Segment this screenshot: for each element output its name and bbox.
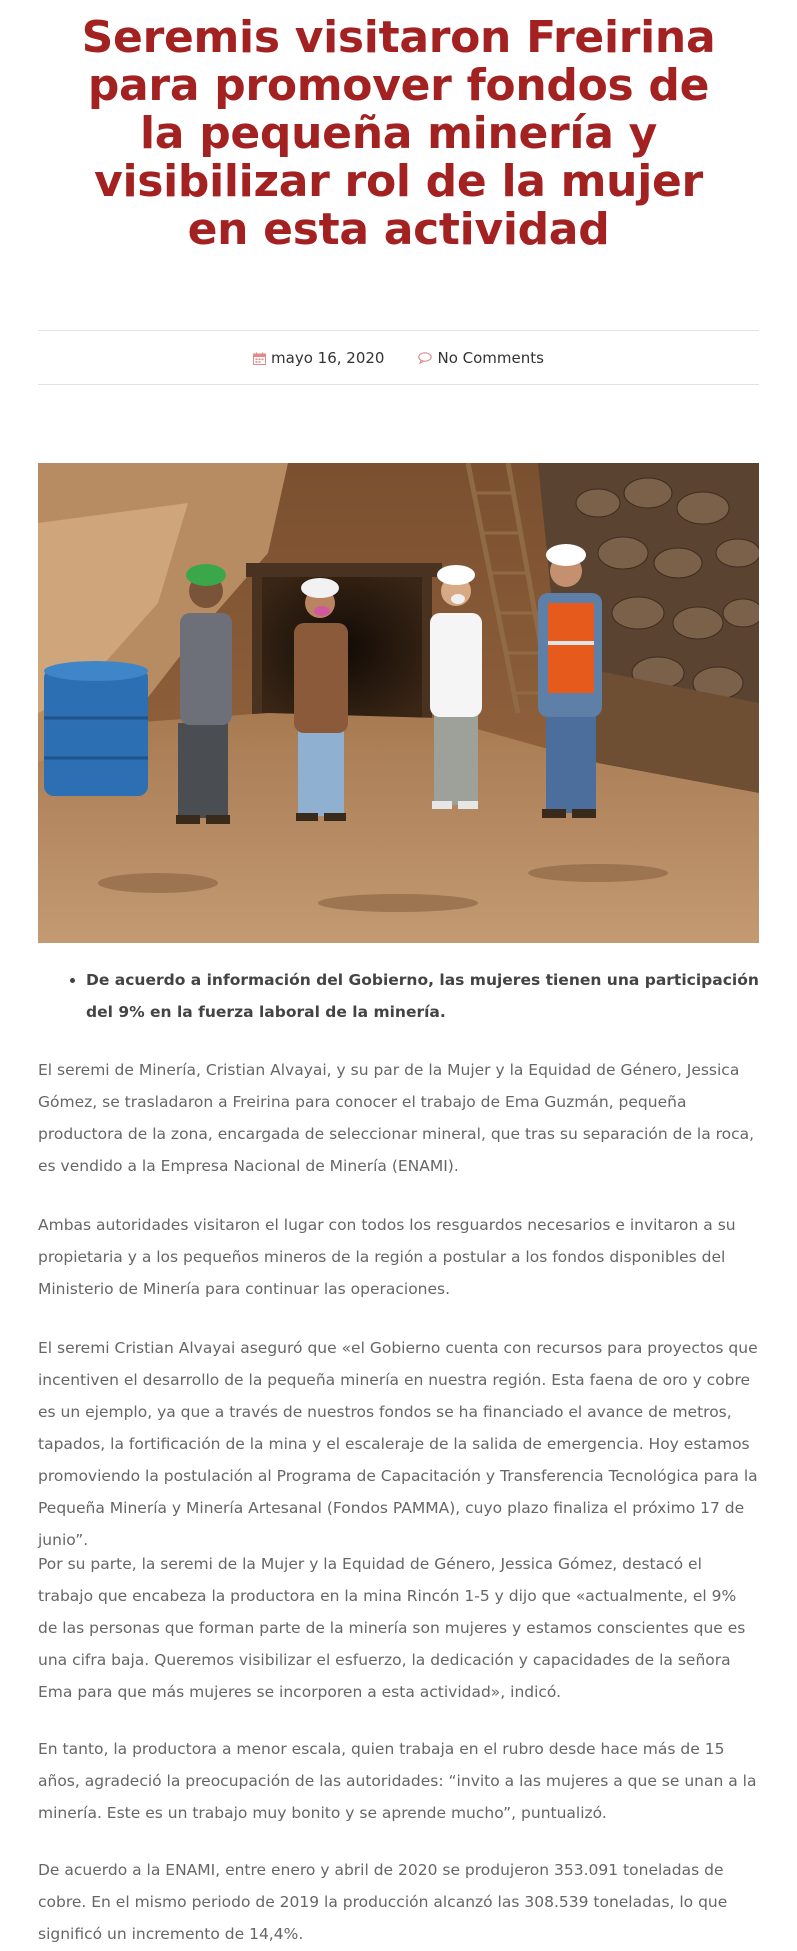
meta-divider-bottom [38, 384, 759, 385]
body-paragraph-4: Por su parte, la seremi de la Mujer y la Equidad de Género, Jessica Gómez, destacó el trabajo que encabeza la productora en la mina Rincón 1-5 y dijo que «actualmente, el 9% de las personas que forman parte de la minería son mujeres y estamos conscientes que es una cifra baja. Queremos visibilizar el esfuerzo, la dedicación y capacidades de la señora Ema para que más mujeres se incorporen a esta actividad», indicó. [38, 1555, 746, 1701]
post-date-text: mayo 16, 2020 [271, 349, 385, 367]
highlight-list [38, 964, 759, 1028]
comments-link[interactable]: No Comments [437, 349, 544, 367]
article-title: Seremis visitaron Freirina para promover fondos de la pequeña minería y visibilizar rol de la mujer en esta actividad [81, 12, 716, 255]
body-paragraph-3: El seremi Cristian Alvayai aseguró que «el Gobierno cuenta con recursos para proyectos que incentiven el desarrollo de la pequeña minería en nuestra región. Esta faena de oro y cobre es un ejemplo, ya que a través de nuestros fondos se ha financiado el avance de metros, tapados, la fortificación de la mina y el escaleraje de la salida de emergencia. Hoy estamos promoviendo la postulación al Programa de Capacitación y Transferencia Tecnológica para la Pequeña Minería y Minería Artesanal (Fondos PAMMA), cuyo plazo finaliza el próximo 17 de junio”. [38, 1339, 758, 1549]
calendar-icon [253, 352, 266, 365]
body-paragraph-5: En tanto, la productora a menor escala, quien trabaja en el rubro desde hace más de 15 años, agradeció la preocupación de las autoridades: “invito a las mujeres a que se unan a la minería. Este es un trabajo muy bonito y se aprende mucho”, puntualizó. [38, 1740, 757, 1822]
body-paragraph-2: Ambas autoridades visitaron el lugar con todos los resguardos necesarios e invitaron a su propietaria y a los pequeños mineros de la región a postular a los fondos disponibles del Ministerio de Minería para continuar las operaciones. [38, 1216, 736, 1298]
post-meta [38, 347, 759, 369]
body-paragraph-6: De acuerdo a la ENAMI, entre enero y abril de 2020 se produjeron 353.091 toneladas de cobre. En el mismo periodo de 2019 la producción alcanzó las 308.539 toneladas, lo que significó un incremento de 14,4%. [38, 1861, 728, 1943]
highlight-item: • De acuerdo a información del Gobierno, las mujeres tienen una participación del 9% en la fuerza laboral de la minería. [86, 964, 759, 1028]
post-date[interactable] [253, 349, 384, 367]
meta-divider-top [38, 330, 759, 331]
featured-photo [38, 463, 759, 943]
comment-icon [418, 352, 432, 364]
post-comments[interactable] [418, 349, 543, 367]
body-paragraph-1: El seremi de Minería, Cristian Alvayai, y su par de la Mujer y la Equidad de Género, Jessica Gómez, se trasladaron a Freirina para conocer el trabajo de Ema Guzmán, pequeña productora de la zona, encargada de seleccionar mineral, que tras su separación de la roca, es vendido a la Empresa Nacional de Minería (ENAMI). [38, 1061, 755, 1175]
